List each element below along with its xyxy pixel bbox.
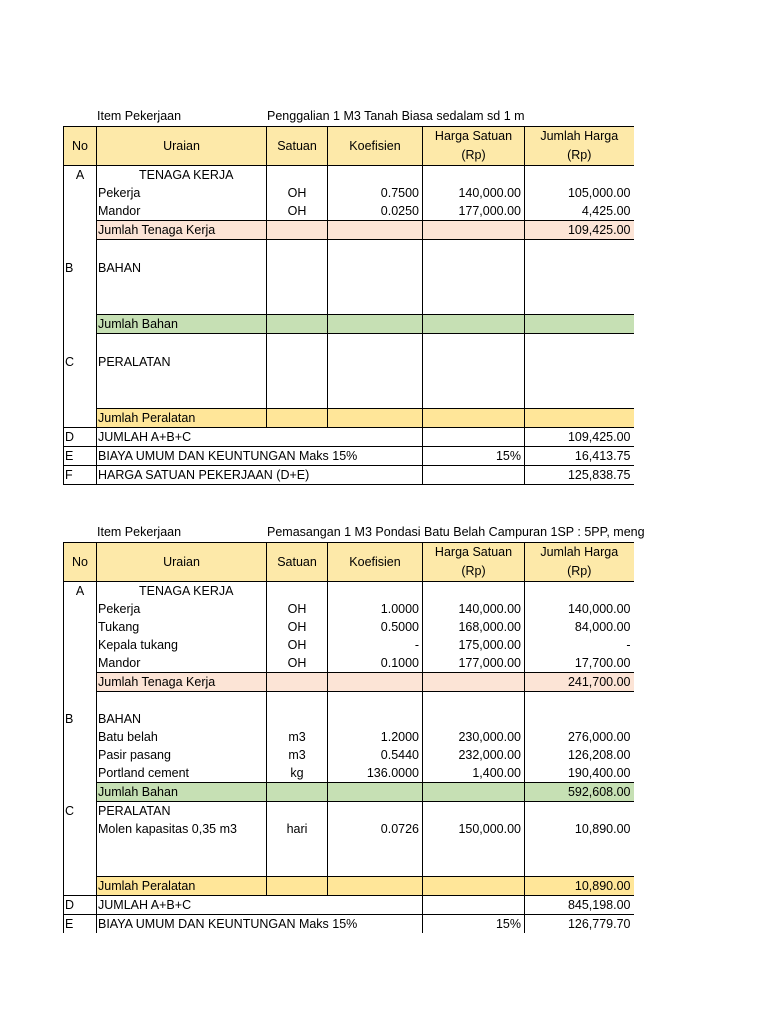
- satuan-cell: m3: [267, 728, 328, 746]
- harga-cell: 150,000.00: [423, 820, 525, 838]
- satuan-cell: OH: [267, 202, 328, 221]
- harga-cell: 177,000.00: [423, 202, 525, 221]
- section-no: B: [64, 240, 97, 297]
- section-title: PERALATAN: [97, 334, 267, 391]
- uraian-cell: Tukang: [97, 618, 267, 636]
- section-c-row: [64, 802, 634, 821]
- item-label: Item Pekerjaan: [97, 109, 182, 123]
- overhead-value: 126,779.70: [525, 914, 634, 933]
- header-row: [64, 127, 634, 166]
- satuan-cell: OH: [267, 184, 328, 202]
- harga-cell: 232,000.00: [423, 746, 525, 764]
- harga-cell: 177,000.00: [423, 654, 525, 673]
- section-a-row: [64, 166, 634, 185]
- spacer-row: [64, 296, 634, 315]
- jumlah-cell: 105,000.00: [567, 186, 631, 200]
- row-no: D: [64, 428, 97, 447]
- section-no: C: [64, 802, 97, 821]
- subtotal-value: [525, 409, 634, 428]
- section-no: B: [64, 710, 97, 728]
- header-koefisien: Koefisien: [328, 127, 423, 166]
- table-row: [64, 820, 634, 838]
- overhead-label: BIAYA UMUM DAN KEUNTUNGAN Maks 15%: [97, 447, 423, 466]
- koefisien-cell: 1.0000: [328, 600, 423, 618]
- section-title: TENAGA KERJA: [97, 582, 267, 601]
- satuan-cell: OH: [267, 600, 328, 618]
- satuan-cell: kg: [267, 764, 328, 783]
- koefisien-cell: 0.5000: [328, 618, 423, 636]
- total-value: 845,198.00: [525, 895, 634, 914]
- table1: [63, 126, 634, 485]
- jumlah-cell: 190,400.00: [567, 766, 631, 780]
- koefisien-cell: 0.0250: [328, 202, 423, 221]
- section-title: BAHAN: [97, 240, 267, 297]
- uraian-cell: Pekerja: [97, 184, 267, 202]
- harga-cell: 175,000.00: [423, 636, 525, 654]
- koefisien-cell: 1.2000: [328, 728, 423, 746]
- section-title: PERALATAN: [97, 802, 267, 821]
- header-satuan: Satuan: [267, 127, 328, 166]
- header-satuan: Satuan: [267, 543, 328, 582]
- overhead-percent: 15%: [423, 447, 525, 466]
- unit-price-label: HARGA SATUAN PEKERJAAN (D+E): [97, 466, 423, 485]
- total-d-row: [64, 895, 634, 914]
- unit-price-f-row: [64, 466, 634, 485]
- subtotal-value: 10,890.00: [525, 876, 634, 895]
- uraian-cell: Batu belah: [97, 728, 267, 746]
- harga-cell: 168,000.00: [423, 618, 525, 636]
- spacer-row: [64, 390, 634, 409]
- table-row: [64, 184, 634, 202]
- uraian-cell: Kepala tukang: [97, 636, 267, 654]
- koefisien-cell: 0.5440: [328, 746, 423, 764]
- harga-cell: 140,000.00: [423, 600, 525, 618]
- subtotal-label: Jumlah Tenaga Kerja: [97, 221, 267, 240]
- satuan-cell: m3: [267, 746, 328, 764]
- table-row: [64, 636, 634, 654]
- subtotal-tenaga-kerja-row: [64, 673, 634, 692]
- subtotal-label: Jumlah Bahan: [97, 315, 267, 334]
- header-jumlah-harga: Jumlah Harga (Rp): [525, 127, 634, 166]
- header-koefisien: Koefisien: [328, 543, 423, 582]
- subtotal-label: Jumlah Peralatan: [97, 409, 267, 428]
- jumlah-cell: 140,000.00: [567, 602, 631, 616]
- subtotal-peralatan-row: [64, 876, 634, 895]
- jumlah-cell: 4,425.00: [581, 204, 631, 218]
- total-d-row: [64, 428, 634, 447]
- subtotal-peralatan-row: [64, 409, 634, 428]
- spacer-row: [64, 838, 634, 876]
- row-no: F: [64, 466, 97, 485]
- section-no: A: [64, 166, 97, 185]
- table-row: [64, 728, 634, 746]
- total-label: JUMLAH A+B+C: [97, 428, 423, 447]
- subtotal-value: 241,700.00: [525, 673, 634, 692]
- unit-price-value: 125,838.75: [525, 466, 634, 485]
- table2: [63, 542, 634, 933]
- row-no: D: [64, 895, 97, 914]
- koefisien-cell: 0.0726: [328, 820, 423, 838]
- subtotal-tenaga-kerja-row: [64, 221, 634, 240]
- table-row: [64, 654, 634, 673]
- header-no: No: [64, 127, 97, 166]
- overhead-value: 16,413.75: [525, 447, 634, 466]
- item-label: Item Pekerjaan: [97, 525, 182, 539]
- header-uraian: Uraian: [97, 127, 267, 166]
- section-title: TENAGA KERJA: [97, 166, 267, 185]
- table-row: [64, 618, 634, 636]
- header-jumlah-harga: Jumlah Harga (Rp): [525, 543, 634, 582]
- jumlah-cell: 84,000.00: [574, 620, 631, 634]
- section-c-row: [64, 334, 634, 391]
- header-harga-satuan: Harga Satuan (Rp): [423, 127, 525, 166]
- row-no: E: [64, 447, 97, 466]
- subtotal-value: 592,608.00: [525, 783, 634, 802]
- uraian-cell: Mandor: [97, 654, 267, 673]
- subtotal-label: Jumlah Bahan: [97, 783, 267, 802]
- uraian-cell: Pasir pasang: [97, 746, 267, 764]
- harga-cell: 140,000.00: [423, 184, 525, 202]
- satuan-cell: OH: [267, 618, 328, 636]
- satuan-cell: OH: [267, 636, 328, 654]
- satuan-cell: hari: [267, 820, 328, 838]
- overhead-e-row: [64, 914, 634, 933]
- subtotal-label: Jumlah Tenaga Kerja: [97, 673, 267, 692]
- jumlah-cell: -: [626, 638, 631, 652]
- harga-cell: 230,000.00: [423, 728, 525, 746]
- section-a-row: [64, 582, 634, 601]
- koefisien-cell: 0.1000: [328, 654, 423, 673]
- section-no: A: [64, 582, 97, 601]
- item-description: Pemasangan 1 M3 Pondasi Batu Belah Campuran 1SP : 5PP, meng: [267, 525, 645, 539]
- subtotal-label: Jumlah Peralatan: [97, 876, 267, 895]
- koefisien-cell: 136.0000: [328, 764, 423, 783]
- jumlah-cell: 17,700.00: [574, 656, 631, 670]
- subtotal-bahan-row: [64, 783, 634, 802]
- table-row: [64, 202, 634, 221]
- total-label: JUMLAH A+B+C: [97, 895, 423, 914]
- overhead-label: BIAYA UMUM DAN KEUNTUNGAN Maks 15%: [97, 914, 423, 933]
- row-no: E: [64, 914, 97, 933]
- subtotal-bahan-row: [64, 315, 634, 334]
- section-b-row: [64, 240, 634, 297]
- table-row: [64, 600, 634, 618]
- subtotal-value: 109,425.00: [525, 221, 634, 240]
- table-row: [64, 764, 634, 783]
- harga-cell: 1,400.00: [423, 764, 525, 783]
- jumlah-cell: 126,208.00: [567, 748, 631, 762]
- subtotal-value: [525, 315, 634, 334]
- koefisien-cell: 0.7500: [328, 184, 423, 202]
- uraian-cell: Mandor: [97, 202, 267, 221]
- overhead-e-row: [64, 447, 634, 466]
- jumlah-cell: 276,000.00: [567, 730, 631, 744]
- section-title: BAHAN: [97, 710, 267, 728]
- header-harga-satuan: Harga Satuan (Rp): [423, 543, 525, 582]
- satuan-cell: OH: [267, 654, 328, 673]
- uraian-cell: Portland cement: [97, 764, 267, 783]
- header-row: [64, 543, 634, 582]
- uraian-cell: Molen kapasitas 0,35 m3: [97, 820, 267, 838]
- section-b-row: [64, 710, 634, 728]
- item-description: Penggalian 1 M3 Tanah Biasa sedalam sd 1 m: [267, 109, 525, 123]
- uraian-cell: Pekerja: [97, 600, 267, 618]
- header-no: No: [64, 543, 97, 582]
- overhead-percent: 15%: [423, 914, 525, 933]
- koefisien-cell: -: [328, 636, 423, 654]
- jumlah-cell: 10,890.00: [574, 822, 631, 836]
- spacer-row: [64, 692, 634, 711]
- table-row: [64, 746, 634, 764]
- total-value: 109,425.00: [525, 428, 634, 447]
- header-uraian: Uraian: [97, 543, 267, 582]
- section-no: C: [64, 334, 97, 391]
